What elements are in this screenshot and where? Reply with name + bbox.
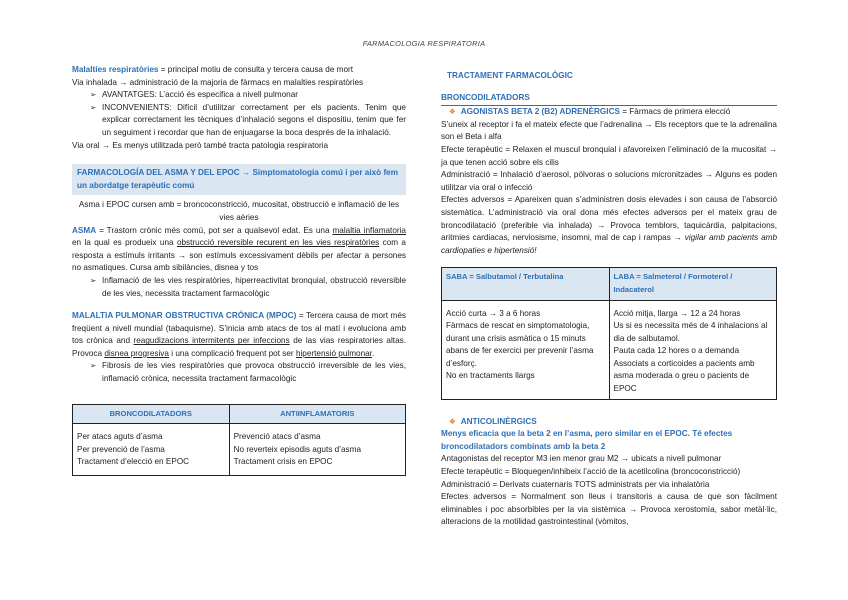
table-cell-saba — [442, 300, 610, 399]
anticol-intro: Menys eficacia que la beta 2 en l’asma, pero similar en el EPOC. Té efectes broncodilatadors combinats amb la beta 2 — [441, 429, 733, 451]
anticol-q2: Efecte terapèutic = Bloquegen/inhibeix l’acció de la acetilcolina (broncoconstricció) — [441, 467, 741, 477]
mpoc-text-g: . — [371, 348, 375, 358]
asma-text-c: en la qual es produeix una — [72, 238, 177, 248]
asma-paragraph — [72, 225, 406, 275]
intro-paragraph — [72, 64, 406, 77]
right-column — [441, 64, 777, 529]
table-header-antiinflamatoris: ANTIINFLAMATORIS — [229, 404, 405, 424]
anticol-q3: Administració = Derivats cuaternaris TOTS administrats per via inhalatòria — [441, 479, 710, 489]
asma-text-b: malaltia inflamatoria — [332, 225, 406, 235]
asma-bullet: ➢ Inflamació de les vies respiratòries, hiperreactivitat bronquial, obstrucció reversible de les vies, necessita tractament farmacològic — [72, 275, 406, 300]
agonistas-p4-text: Efectes adversos = Apareixen quan s’administren dosis elevades i son causa de l’absorció sistemàtica. L’administració via oral dona més efectes adversos per el mateix grau de broncodilatació (preferible via inhalada) → Provoca temblors, taquicàrdia, palpitacions, aritmies cardiacas, nerviosisme, insomni, mal de cap i rampas → — [441, 195, 777, 243]
left-column — [72, 64, 406, 476]
table-line: Tractament d’elecció en EPOC — [77, 457, 190, 467]
agonistas-p4 — [441, 194, 777, 257]
avantatges-bullet: ➢ AVANTATGES: L’acció és especifica a nivell pulmonar — [72, 89, 406, 102]
asma-text-d: obstrucció reversible recurent en les vies respiratòries — [176, 238, 380, 248]
diamond-icon: ❖ — [449, 107, 456, 117]
mpoc-text-e: i una complicació frequent pot ser — [168, 348, 296, 358]
inconvenients-bullet: ➢ INCONVENIENTS: Difícil d’utilitzar correctament per els pacients. Tenim que explicar correctament les tècniques d’inhalació segons el dispositiu, tenim que fer un seguiment i recordar que han de enjuagarse la boca després de la inhalació. — [72, 102, 406, 140]
inhalada-paragraph: Via inhalada → administració de la majoria de fàrmacs en malalties respiratòries — [72, 77, 364, 87]
table-cell-antiinflamatoris — [229, 424, 405, 476]
table-line: Us si es necessita més de 4 inhalacions al dia de salbutamol. — [613, 321, 768, 343]
inhalada-bullets — [72, 89, 406, 139]
table-line: Tractament crisis en EPOC — [233, 457, 333, 467]
agonistas-label: AGONISTAS BETA 2 (B2) ADRENÈRGICS — [460, 107, 620, 117]
asma-text-a: = Trastorn crònic més comú, pot ser a qualsevol edat. Es una — [96, 225, 333, 235]
asma-text-e: com a resposta a estímuls irritants → son estímuls excessivament dèbils per afectar a persones no asmatiques. Cursa amb sibilàncies, disnea y tos — [72, 238, 406, 273]
table-line: Prevenció atacs d’asma — [233, 432, 321, 442]
mpoc-text-f: hipertensió pulmonar — [295, 348, 372, 358]
section-title: TRACTAMENT FARMACOLÒGIC — [447, 71, 573, 80]
table-cell-laba — [609, 300, 777, 399]
anticol-q4: Efectes adversos = Normalment son lleus i transitoris a causa de que son fàcilment eliminables i poc absorbibles per la via sistèmica → Provoca xerostomía, sabor metàl·lic, alteracions de la motilidad gastrointestinal (vòmitos, — [441, 492, 777, 527]
oral-paragraph: Via oral → Es menys utilitzada però també tracta patologia respiratoria — [72, 140, 329, 150]
treatment-table — [72, 404, 406, 476]
table-line: Per prevenció de l’asma — [77, 444, 165, 454]
subsection-title: BRONCODILATADORS — [441, 92, 777, 107]
agonistas-p2: Efecte terapèutic = Relaxen el muscul bronquial i afavoreixen l’eliminació de la mucositat → ja que tenen acció sobre els cilis — [441, 144, 777, 167]
table-header-broncodilatadors: BRONCODILATADORS — [73, 404, 230, 424]
table-line: Acció curta → 3 a 6 horas — [446, 308, 541, 318]
mpoc-text-b: reagudizacions intermitents per infeccions — [133, 336, 290, 346]
agonistas-p1: S’uneix al receptor i fa el mateix efecte que l’adrenalina → Els receptors que te la adrenalina son el Beta i alfa — [441, 119, 777, 142]
table-line: Acció mitja, llarga → 12 a 24 horas — [613, 308, 741, 318]
anticol-q1: Antagonistas del receptor M3 ien menor grau M2 → ubicats a nivell pulmonar — [441, 454, 722, 464]
mpoc-text-d: disnea progresiva — [104, 348, 169, 358]
mpoc-bullet: ➢ Fibrosis de les vies respiratòries que provoca obstrucció irreversible de les vies, inflamació crònica, necessita tractament farmacològic — [72, 360, 406, 385]
intro-label: Malalties respiratòries — [72, 65, 159, 74]
table-line: Pauta cada 12 hores o a demanda — [613, 346, 740, 356]
mpoc-text-c: de las vias respiratories altas. Provoca — [72, 336, 406, 358]
table-line: Per atacs aguts d’asma — [77, 432, 163, 442]
table-header-saba: SABA = Salbutamol / Terbutalina — [442, 268, 610, 300]
anticol-label: ANTICOLINÈRGICS — [460, 416, 537, 426]
diamond-icon: ❖ — [449, 416, 456, 426]
intro-text: = principal motiu de consulta y tercera causa de mort — [158, 65, 354, 74]
table-line: Fàrmacs de rescat en simptomatologia, durant una crisis asmàtica o 15 minuts abans de fer exercici per prevenir l’asma d’esforç. — [446, 321, 594, 368]
agonistas-text: = Fàrmacs de primera elecció — [619, 107, 731, 117]
table-line: Associats a corticoides a pacients amb asma moderada o greu o pacients de EPOC — [613, 358, 755, 394]
mpoc-paragraph — [72, 310, 406, 360]
mpoc-label: MALALTIA PULMONAR OBSTRUCTIVA CRÓNICA (MPOC) — [72, 311, 297, 321]
table-cell-broncodilatadors — [73, 424, 230, 476]
page-header: FARMACOLOGIA RESPIRATORIA — [362, 39, 486, 48]
agonistas-p3: Administració = Inhalació d’aerosol, pólvoras o solucions micronitzades → Alguns es poden utilitzar via oral o infecció — [441, 170, 777, 192]
asma-epoc-callout: FARMACOLOGÍA DEL ASMA Y DEL EPOC → Simptomatologia comú i per això fem un abordatge terapèutic comú — [72, 164, 406, 195]
agonistas-p4-warning: vigilar amb pacients amb cardiopaties e hipertensió! — [441, 233, 777, 255]
mpoc-text-a: = Tercera causa de mort més freqüent a nivell mundial (tabaquisme). S’inicia amb atacs de tos al matí i evoluciona amb tos crònica and — [72, 311, 406, 346]
table-line: No reverteix episodis aguts d’asma — [233, 444, 362, 454]
comu-paragraph: Asma i EPOC cursen amb = broncoconstricció, mucositat, obstrucció e inflamació de les vies aèries — [78, 200, 400, 222]
asma-bullets — [72, 275, 406, 300]
agonistas-heading — [441, 106, 777, 119]
mpoc-bullets — [72, 360, 406, 385]
anticol-heading — [441, 416, 777, 429]
saba-laba-table — [441, 267, 777, 399]
table-line: No en tractaments llargs — [446, 371, 535, 381]
table-header-laba: LABA = Salmeterol / Formoterol / Indacaterol — [609, 268, 777, 300]
asma-label: ASMA — [72, 225, 97, 235]
